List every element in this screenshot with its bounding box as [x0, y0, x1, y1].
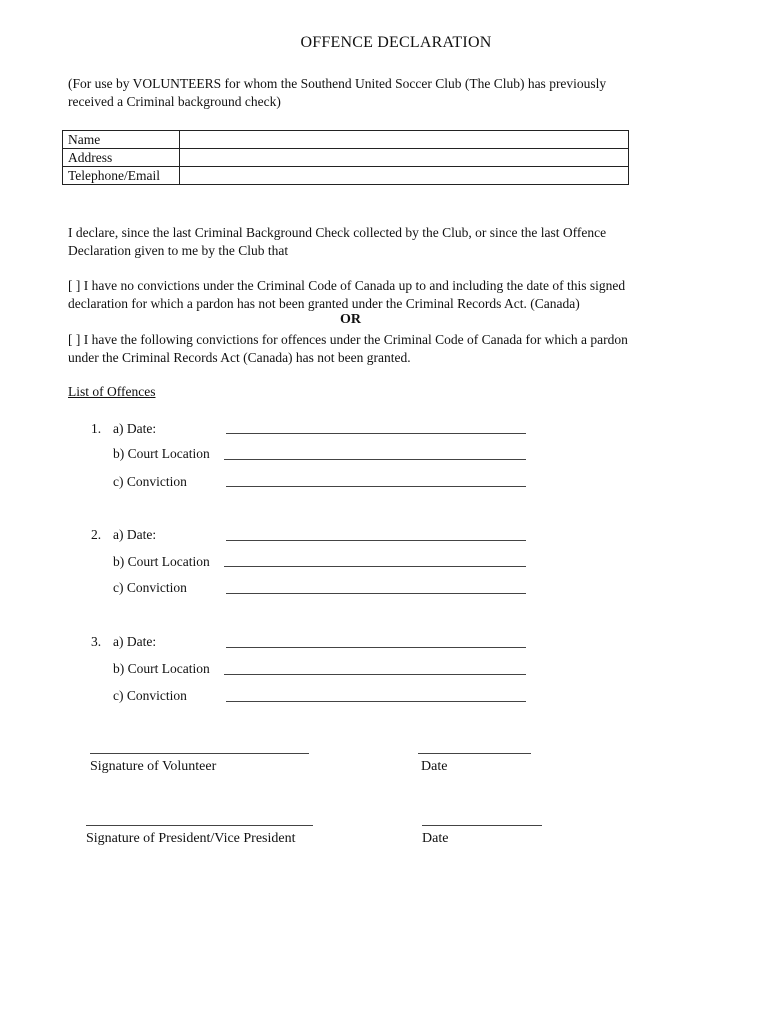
conviction-label: c) Conviction	[113, 474, 187, 489]
volunteer-signature-line[interactable]	[90, 753, 309, 754]
date-label: a) Date:	[113, 634, 157, 649]
convictions-option-line-2: under the Criminal Records Act (Canada) has not been granted.	[68, 350, 411, 365]
offence-number: 2.	[91, 527, 102, 542]
intro-line-2: received a Criminal background check)	[68, 94, 281, 109]
intro-line-1: (For use by VOLUNTEERS for whom the Southend United Soccer Club (The Club) has previously	[68, 76, 607, 91]
no-convictions-option-line-2: declaration for which a pardon has not been granted under the Criminal Records Act. (Canada)	[68, 296, 580, 311]
declaration-line-1: I declare, since the last Criminal Background Check collected by the Club, or since the last Offence	[68, 225, 607, 240]
conviction-blank[interactable]	[226, 593, 526, 594]
page-title: OFFENCE DECLARATION	[300, 34, 492, 51]
convictions-option-line-1[interactable]: [ ] I have the following convictions for offences under the Criminal Code of Canada for which a pardon	[68, 332, 628, 347]
telephone-email-field[interactable]	[180, 167, 629, 185]
date-label: a) Date:	[113, 421, 157, 436]
president-date-line[interactable]	[422, 825, 542, 826]
name-label: Name	[63, 131, 180, 149]
court-location-label: b) Court Location	[113, 554, 210, 569]
conviction-blank[interactable]	[226, 701, 526, 702]
date-blank[interactable]	[226, 540, 526, 541]
conviction-blank[interactable]	[226, 486, 526, 487]
court-location-label: b) Court Location	[113, 661, 210, 676]
no-convictions-option-line-1[interactable]: [ ] I have no convictions under the Criminal Code of Canada up to and including the date of this signed	[68, 278, 626, 293]
court-location-blank[interactable]	[224, 566, 526, 567]
or-label: OR	[340, 312, 361, 327]
table-row	[63, 167, 629, 185]
address-field[interactable]	[180, 149, 629, 167]
volunteer-signature-label: Signature of Volunteer	[90, 759, 217, 774]
court-location-label: b) Court Location	[113, 446, 210, 461]
offence-number: 1.	[91, 421, 102, 436]
date-label: a) Date:	[113, 527, 157, 542]
telephone-email-label: Telephone/Email	[63, 167, 180, 185]
president-date-label: Date	[422, 831, 449, 846]
conviction-label: c) Conviction	[113, 688, 187, 703]
court-location-blank[interactable]	[224, 459, 526, 460]
table-row	[63, 131, 629, 149]
volunteer-date-line[interactable]	[418, 753, 531, 754]
date-blank[interactable]	[226, 433, 526, 434]
declaration-line-2: Declaration given to me by the Club that	[68, 243, 289, 258]
name-field[interactable]	[180, 131, 629, 149]
offence-number: 3.	[91, 634, 102, 649]
court-location-blank[interactable]	[224, 674, 526, 675]
volunteer-date-label: Date	[421, 759, 448, 774]
list-of-offences-heading: List of Offences	[68, 384, 156, 399]
volunteer-info-table	[62, 130, 629, 185]
conviction-label: c) Conviction	[113, 580, 187, 595]
president-signature-line[interactable]	[86, 825, 313, 826]
date-blank[interactable]	[226, 647, 526, 648]
president-signature-label: Signature of President/Vice President	[86, 831, 296, 846]
table-row	[63, 149, 629, 167]
address-label: Address	[63, 149, 180, 167]
